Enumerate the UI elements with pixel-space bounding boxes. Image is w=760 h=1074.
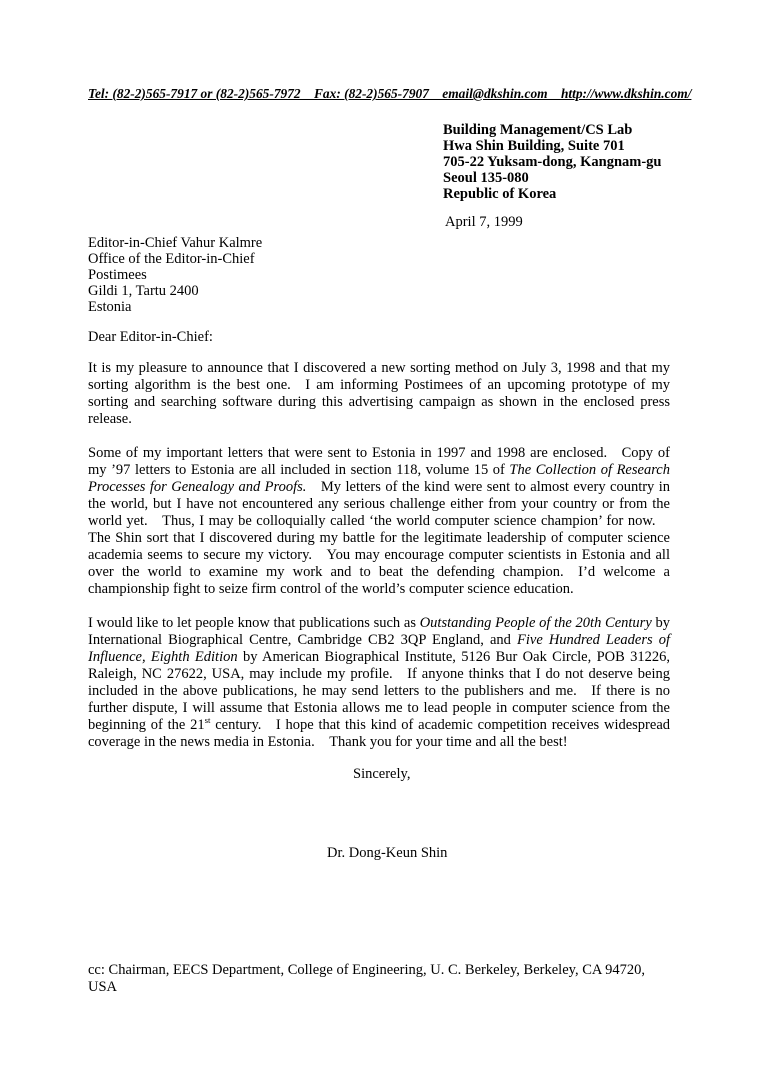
- sender-address-line: Republic of Korea: [443, 186, 557, 202]
- cc-line: cc: Chairman, EECS Department, College of Engineering, U. C. Berkeley, Berkeley, CA 94720, USA: [88, 962, 646, 995]
- date: April 7, 1999: [445, 214, 523, 230]
- closing: Sincerely,: [353, 766, 411, 782]
- body-paragraph: I would like to let people know that publications such as Outstanding People of the 20th Century by International Biographical Centre, Cambridge CB2 3QP England, and Five Hundred Leaders of Influence, Eighth Edition by American Biographical Institute, 5126 Bur Oak Circle, POB 31226, Raleigh, NC 27622, USA, may include my profile. If anyone thinks that I do not deserve being included in the above publications, he may send letters to the publishers and me. If there is no further dispute, I will assume that Estonia allows me to lead people in computer science from the beginning of the 21st century. I hope that this kind of academic competition receives widespread coverage in the news media in Estonia. Thank you for your time and all the best!: [88, 615, 670, 750]
- recipient-address-block: [88, 235, 670, 315]
- sender-address-line: Hwa Shin Building, Suite 701: [443, 138, 625, 154]
- signature-name: Dr. Dong-Keun Shin: [327, 845, 448, 861]
- body-paragraph: It is my pleasure to announce that I discovered a new sorting method on July 3, 1998 and that my sorting algorithm is the best one. I am informing Postimees of an upcoming prototype of my sorting and searching software during this advertising campaign as shown in the enclosed press release.: [88, 360, 670, 427]
- body-paragraph: Some of my important letters that were sent to Estonia in 1997 and 1998 are enclosed. Copy of my ’97 letters to Estonia are all included in section 118, volume 15 of The Collection of Research Processes for Genealogy and Proofs. My letters of the kind were sent to almost every country in the world, but I have not encountered any serious challenge either from your country or from the world yet. Thus, I may be colloquially called ‘the world computer science champion’ for now. The Shin sort that I discovered during my battle for the legitimate leadership of computer science academia seems to secure my victory. You may encourage computer scientists in Estonia and all over the world to examine my work and to beat the defending champion. I’d welcome a championship fight to seize firm control of the world’s computer science education.: [88, 445, 671, 597]
- recipient-line: Editor-in-Chief Vahur Kalmre: [88, 235, 263, 251]
- sender-address-line: Building Management/CS Lab: [443, 122, 633, 138]
- recipient-line: Office of the Editor-in-Chief: [88, 251, 255, 267]
- salutation: Dear Editor-in-Chief:: [88, 329, 213, 345]
- sender-address-block: [443, 122, 670, 202]
- sender-address-line: Seoul 135-080: [443, 170, 529, 186]
- recipient-line: Postimees: [88, 267, 147, 283]
- contact-header-line: Tel: (82-2)565-7917 or (82-2)565-7972 Fax: (82-2)565-7907 email@dkshin.com http://www.dkshin.com/: [88, 86, 692, 101]
- recipient-line: Gildi 1, Tartu 2400: [88, 283, 199, 299]
- sender-address-line: 705-22 Yuksam-dong, Kangnam-gu: [443, 154, 662, 170]
- recipient-line: Estonia: [88, 299, 132, 315]
